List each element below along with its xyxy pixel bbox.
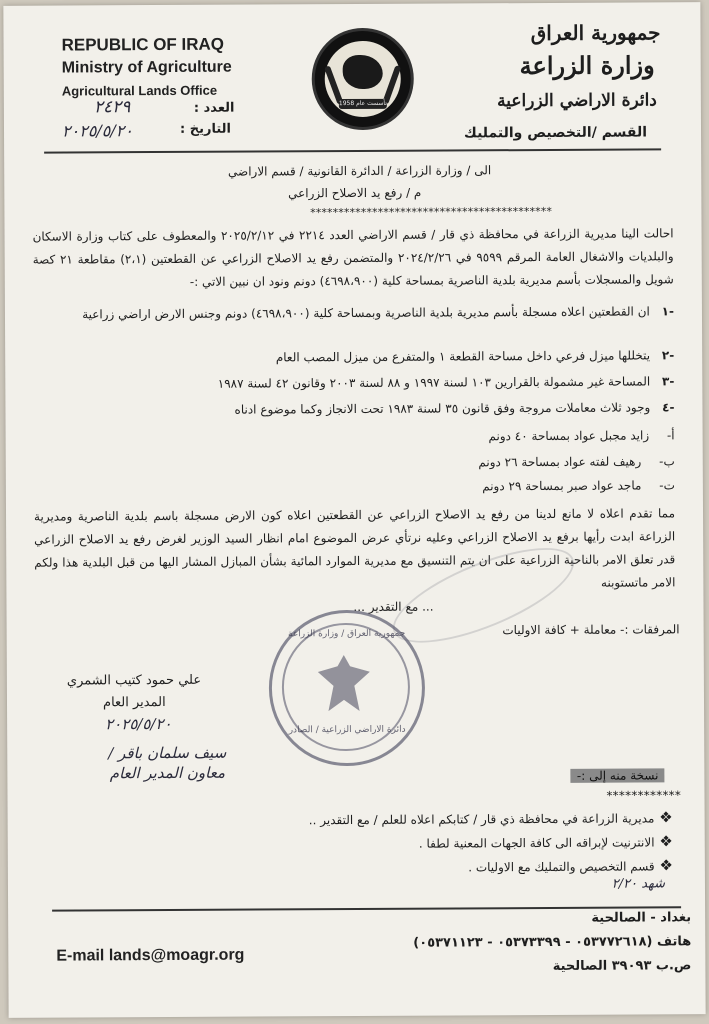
copy-item-3 xyxy=(468,856,673,875)
separator: ******************************************* xyxy=(309,204,552,220)
item-2-text: يتخللها ميزل فرعي داخل مساحة القطعة ١ والمتفرع من ميزل المصب العام xyxy=(275,348,651,365)
subitem-a-text: زايد مجبل عواد بمساحة ٤٠ دونم xyxy=(488,428,650,444)
signatory-title: المدير العام xyxy=(102,694,166,711)
copy-item-1-text: مديرية الزراعة في محافظة ذي قار / كتابكم اعلاه للعلم / مع التقدير .. xyxy=(308,811,655,828)
body-intro: احالت الينا مديرية الزراعة في محافظة ذي قار / قسم الاراضي العدد ٢٢١٤ في ٢٠٢٥/٢/١٢ والمعطوف على كتاب وزارة الاسكان والبلديات والاشغال العامة المرقم ٩٥٩٩ في ٢٠٢٤/٢/٢٦ والمتضمن رفع يد الاصلاح الزراعي عن القطعتين (٢،١) مقاطعة ٢١ كصة شويل والمسجلات بأسم مديرية بلدية الناصرية بمساحة كلية (٤٦٩٨،٩٠٠) دونم ونود ان نبين الاتي :- xyxy=(32,226,674,289)
copies-stars: ************ xyxy=(605,788,681,803)
addressee-to: الى / وزارة الزراعة / الدائرة القانونية / قسم الاراضي xyxy=(227,163,492,179)
footer-address-2: هاتف (٠٥٣٧٧٢٦١٨ - ٠٥٣٧٣٣٩٩ - ٠٥٣٧١١٢٣) xyxy=(413,934,692,951)
header-ar-line4: القسم /التخصيص والتمليك xyxy=(463,124,648,142)
copy-item-2-text: الانترنيت لإبراقه الى كافة الجهات المعنية لطفا . xyxy=(418,835,655,851)
bullet-icon: ❖ xyxy=(654,808,673,827)
subitem-a-num: أ- xyxy=(666,428,675,443)
item-2 xyxy=(276,348,674,364)
header-en-line2: Ministry of Agriculture xyxy=(61,58,232,77)
stamp-bottom-text: دائرة الاراضي الزراعية / الصادر xyxy=(288,724,406,736)
number-value: ٢٤٢٩ xyxy=(93,97,131,118)
signature-date: ٢٠٢٥/٥/٢٠ xyxy=(105,714,172,734)
logo-caption: تأسست عام 1958 xyxy=(338,99,387,108)
subitem-b xyxy=(478,454,674,469)
subitem-b-text: رهيف لفته عواد بمساحة ٢٦ دونم xyxy=(478,454,642,470)
item-3 xyxy=(218,374,675,390)
header-ar-line2: وزارة الزراعة xyxy=(519,50,655,81)
header-en-line3: Agricultural Lands Office xyxy=(61,82,218,99)
subitem-a xyxy=(488,428,674,443)
handwritten-signature: سيف سلمان باقر / معاون المدير العام xyxy=(108,743,227,783)
ministry-logo xyxy=(311,28,414,131)
header-rule xyxy=(44,148,661,153)
header-ar-line1: جمهورية العراق xyxy=(530,20,661,46)
date-value: ٢٠٢٥/٥/٢٠ xyxy=(61,121,133,141)
footer-address-1: بغداد - الصالحية xyxy=(591,910,692,926)
footer-email: E-mail lands@moagr.org xyxy=(56,946,245,965)
item-4-num: -٤ xyxy=(662,400,675,415)
attachments: المرفقات :- معاملة + كافة الاوليات xyxy=(502,622,680,638)
copies-label xyxy=(571,768,665,782)
subitem-c xyxy=(482,478,675,493)
handwritten-note: شهد ٢/٢٠ xyxy=(611,876,666,892)
item-1 xyxy=(33,300,674,325)
bullet-icon: ❖ xyxy=(654,832,673,851)
subitem-c-num: ت- xyxy=(659,478,675,493)
copy-item-3-text: قسم التخصيص والتمليك مع الاوليات . xyxy=(468,859,655,875)
item-4-text: وجود ثلاث معاملات مروجة وفق قانون ٣٥ لسنة ١٩٨٣ تحت الانجاز وكما موضوع ادناه xyxy=(234,400,651,417)
header-ar-line3: دائرة الاراضي الزراعية xyxy=(497,90,657,112)
copies-label-text: نسخة منه إلى :- xyxy=(571,768,665,782)
bullet-icon: ❖ xyxy=(654,856,673,875)
subitem-b-num: ب- xyxy=(659,454,675,469)
header-en-line1: REPUBLIC OF IRAQ xyxy=(61,34,225,55)
copy-item-2 xyxy=(419,832,673,851)
item-3-text: المساحة غير مشمولة بالقرارين ١٠٣ لسنة ١٩٩٧ و ٨٨ لسنة ٢٠٠٣ وقانون ٤٢ لسنة ١٩٨٧ xyxy=(217,374,651,391)
official-stamp xyxy=(269,610,426,767)
item-1-text: ان القطعتين اعلاه مسجلة بأسم مديرية بلدية الناصرية وبمساحة كلية (٤٦٩٨،٩٠٠) دونم وجنس الارض اراضي زراعية xyxy=(82,304,650,322)
document-page xyxy=(3,2,705,1018)
item-3-num: -٣ xyxy=(661,374,675,389)
item-1-num: -١ xyxy=(661,304,675,319)
footer-address-3: ص.ب ٣٩٠٩٣ الصالحية xyxy=(552,958,692,974)
copy-item-1 xyxy=(309,808,673,828)
subject: م / رفع يد الاصلاح الزراعي xyxy=(288,185,422,201)
date-label: التاريخ : xyxy=(179,121,232,137)
signatory-name: علي حمود كتيب الشمري xyxy=(66,672,202,689)
item-2-num: -٢ xyxy=(661,348,675,363)
item-4 xyxy=(234,400,674,416)
closing: ... مع التقدير ... xyxy=(353,599,434,615)
body-conclusion: مما تقدم اعلاه لا مانع لدينا من رفع يد الاصلاح الزراعي عن القطعتين اعلاه كون الارض مسجلة باسم بلدية الناصرية ومديرية الزراعة ابدت رأيها برفع يد الاصلاح الزراعي وعليه نرتأي عرض الموضوع امام انظار السيد الوزير لغرض رفع يد الاصلاح الزراعي قدر تعلق الامر بالناحية الزراعية على ان يتم التنسيق مع مديرية الموارد المائية بشأن المبازل المشار اليها من قبل البلدية هذا ولكم الامر ماتستوبنه xyxy=(33,506,676,590)
footer-rule xyxy=(52,906,681,911)
subitem-c-text: ماجد عواد صبر بمساحة ٢٩ دونم xyxy=(482,478,642,494)
stamp-top-text: جمهورية العراق / وزارة الزراعة xyxy=(287,628,406,640)
number-label: العدد : xyxy=(193,100,235,116)
